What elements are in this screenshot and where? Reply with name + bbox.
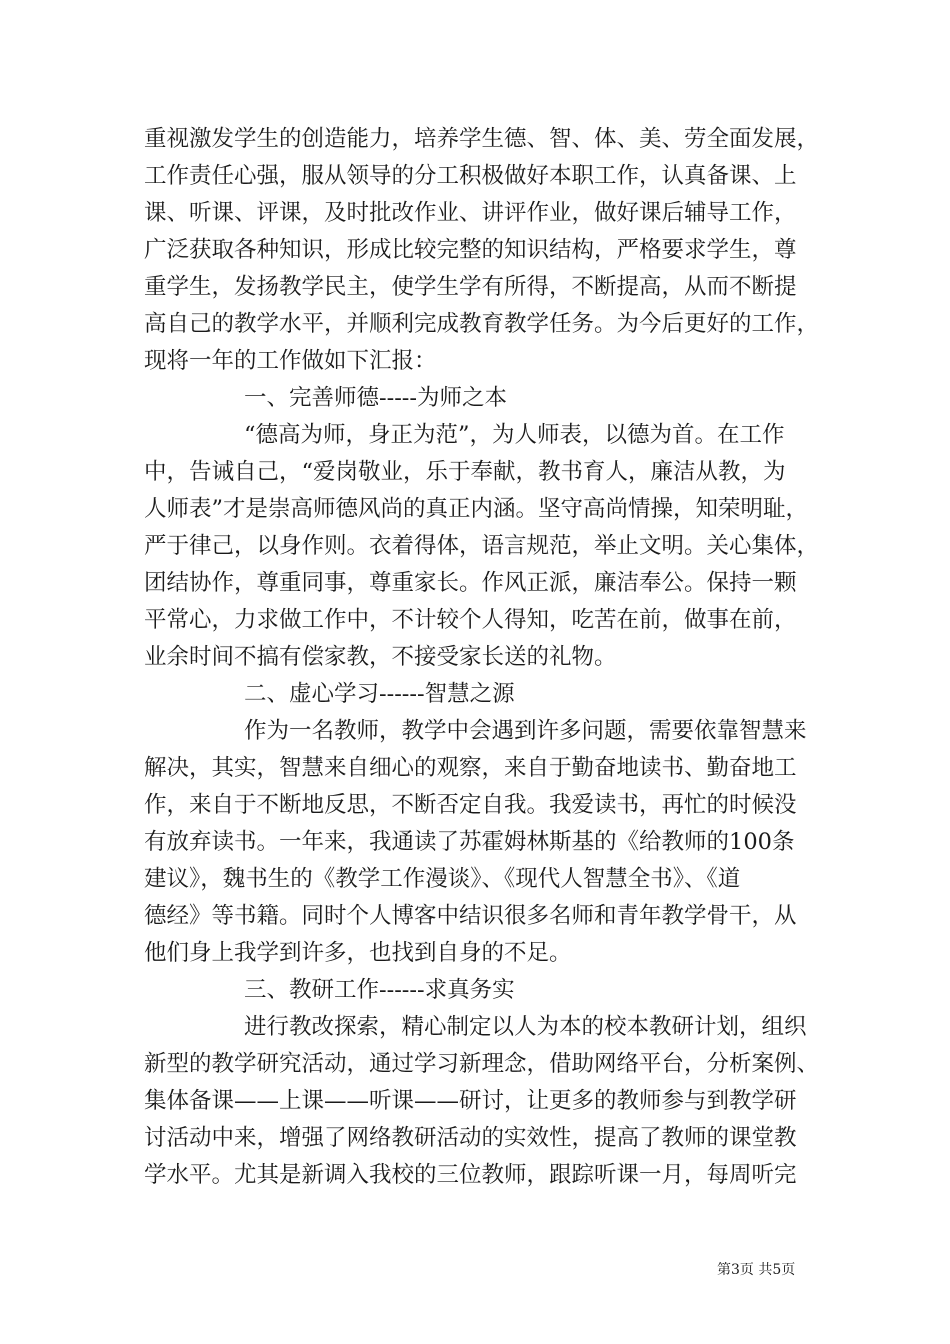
section-heading-3: 三、教研工作------求真务实 bbox=[244, 977, 515, 1003]
body-line: 学水平。尤其是新调入我校的三位教师，跟踪听课一月，每周听完 bbox=[144, 1162, 797, 1188]
body-line: 作，来自于不断地反思，不断否定自我。我爱读书，再忙的时候没 bbox=[144, 792, 797, 818]
body-line: 现将一年的工作做如下汇报： bbox=[144, 348, 437, 374]
body-line: 他们身上我学到许多，也找到自身的不足。 bbox=[144, 940, 572, 966]
body-line: 重视激发学生的创造能力，培养学生德、智、体、美、劳全面发展， bbox=[144, 126, 820, 152]
body-line: 重学生，发扬教学民主，使学生学有所得，不断提高，从而不断提 bbox=[144, 274, 797, 300]
page-footer: 第3页 共5页 bbox=[717, 1262, 796, 1278]
body-line: 人师表”才是崇高师德风尚的真正内涵。坚守高尚情操，知荣明耻， bbox=[144, 496, 809, 522]
section-heading-1: 一、完善师德-----为师之本 bbox=[244, 385, 508, 411]
body-line: 高自己的教学水平，并顺利完成教育教学任务。为今后更好的工作， bbox=[144, 311, 820, 337]
body-line: 业余时间不搞有偿家教，不接受家长送的礼物。 bbox=[144, 644, 617, 670]
body-line: 进行教改探索，精心制定以人为本的校本教研计划，组织 bbox=[244, 1014, 807, 1040]
body-line: 课、听课、评课，及时批改作业、讲评作业，做好课后辅导工作， bbox=[144, 200, 797, 226]
body-line: 广泛获取各种知识，形成比较完整的知识结构，严格要求学生，尊 bbox=[144, 237, 797, 263]
body-line: 团结协作，尊重同事，尊重家长。作风正派，廉洁奉公。保持一颗 bbox=[144, 570, 797, 596]
body-line: 新型的教学研究活动，通过学习新理念，借助网络平台，分析案例、 bbox=[144, 1051, 820, 1077]
body-line: 德经》等书籍。同时个人博客中结识很多名师和青年教学骨干，从 bbox=[144, 903, 797, 929]
body-line: 有放弃读书。一年来，我通读了苏霍姆林斯基的《给教师的100条 bbox=[144, 829, 795, 855]
section-heading-2: 二、虚心学习------智慧之源 bbox=[244, 681, 515, 707]
body-line: 中，告诫自己，“爱岗敬业，乐于奉献，教书育人，廉洁从教，为 bbox=[144, 459, 786, 485]
body-line: 解决，其实，智慧来自细心的观察，来自于勤奋地读书、勤奋地工 bbox=[144, 755, 797, 781]
body-line: 讨活动中来，增强了网络教研活动的实效性，提高了教师的课堂教 bbox=[144, 1125, 797, 1151]
body-line: 作为一名教师，教学中会遇到许多问题，需要依靠智慧来 bbox=[244, 718, 807, 744]
body-line: 建议》，魏书生的《教学工作漫谈》、《现代人智慧全书》、《道 bbox=[144, 866, 741, 892]
body-line: 平常心，力求做工作中，不计较个人得知，吃苦在前，做事在前， bbox=[144, 607, 797, 633]
body-line: “德高为师，身正为范”，为人师表，以德为首。在工作 bbox=[244, 422, 785, 448]
body-line: 工作责任心强，服从领导的分工积极做好本职工作，认真备课、上 bbox=[144, 163, 797, 189]
body-line: 集体备课——上课——听课——研讨，让更多的教师参与到教学研 bbox=[144, 1088, 797, 1114]
body-line: 严于律己，以身作则。衣着得体，语言规范，举止文明。关心集体， bbox=[144, 533, 820, 559]
